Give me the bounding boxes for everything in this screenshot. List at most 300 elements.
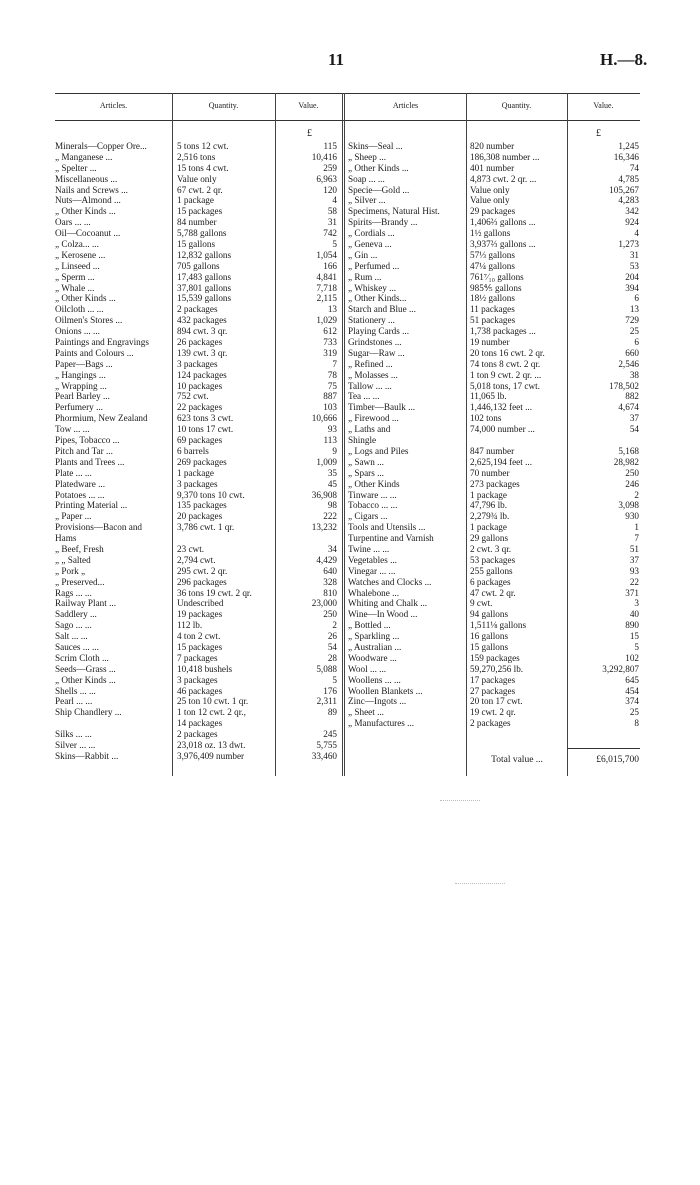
left-quantity-cell: 2 packages	[177, 729, 218, 740]
left-article-cell: Railway Plant ...	[55, 598, 116, 609]
currency-symbol: £	[307, 128, 312, 139]
left-value-cell: 2,311	[316, 696, 337, 707]
right-value-cell: 51	[629, 543, 639, 554]
left-value-cell: 120	[323, 184, 337, 195]
right-value-cell: 2	[634, 489, 639, 500]
left-value-cell: 1,029	[316, 315, 337, 326]
right-value-cell: 93	[629, 565, 639, 576]
right-value-cell: 394	[625, 282, 639, 293]
right-quantity-cell: 51 packages	[470, 315, 516, 326]
left-article-cell: „ Other Kinds ...	[55, 206, 116, 217]
left-article-cell: Potatoes ... ...	[55, 489, 105, 500]
left-value-cell: 640	[323, 565, 337, 576]
right-value-cell: 53	[629, 260, 639, 271]
right-article-cell: Stationery ...	[348, 315, 395, 326]
left-quantity-cell: 23,018 oz. 13 dwt.	[177, 739, 246, 750]
right-article-cell: Woodware ...	[348, 652, 397, 663]
left-quantity-cell: 15 gallons	[177, 239, 216, 250]
left-value-cell: 33,460	[311, 750, 337, 761]
right-quantity-cell: 3,937⅔ gallons ...	[470, 239, 536, 250]
left-value-cell: 7,718	[316, 282, 337, 293]
left-quantity-cell: 2 packages	[177, 304, 218, 315]
total-rule	[567, 748, 640, 749]
left-quantity-cell: 2,516 tons	[177, 151, 216, 162]
right-quantity-cell: 70 number	[470, 467, 510, 478]
right-quantity-cell: 4,873 cwt. 2 qr. ...	[470, 173, 537, 184]
right-article-cell: „ Spars ...	[348, 467, 384, 478]
left-article-cell: Saddlery ...	[55, 609, 97, 620]
right-value-cell: 102	[625, 652, 639, 663]
right-article-cell: „ Australian ...	[348, 641, 402, 652]
right-value-cell: 31	[629, 249, 639, 260]
right-quantity-cell: 2 cwt. 3 qr.	[470, 543, 512, 554]
header-articles: Articles.	[99, 101, 128, 110]
left-value-cell: 78	[327, 369, 337, 380]
left-quantity-cell: 432 packages	[177, 315, 227, 326]
right-quantity-cell: 820 number	[470, 141, 515, 151]
right-quantity-cell: 17 packages	[470, 674, 516, 685]
header-quantity: Quantity.	[208, 101, 239, 110]
right-article-cell: Tools and Utensils ...	[348, 522, 426, 533]
left-article-cell: Pipes, Tobacco ...	[55, 435, 120, 446]
right-value-cell: 178,502	[609, 380, 639, 391]
right-value-cell: 930	[625, 511, 639, 522]
left-quantity-cell: 84 number	[177, 217, 217, 228]
right-article-cell: Sugar—Raw ...	[348, 347, 405, 358]
left-article-cell: „ Colza... ...	[55, 239, 99, 250]
right-quantity-cell: 1,511⅛ gallons	[470, 620, 527, 631]
left-quantity-cell: 15 packages	[177, 206, 223, 217]
left-quantity-cell: 46 packages	[177, 685, 223, 696]
left-value-cell: 5,088	[316, 663, 337, 674]
left-value-cell: 5,755	[316, 739, 337, 750]
left-quantity-cell: 19 packages	[177, 609, 223, 620]
left-article-cell: „ Wrapping ...	[55, 380, 107, 391]
left-value-cell: 612	[323, 326, 337, 337]
left-quantity-cell: 124 packages	[177, 369, 227, 380]
right-article-cell: „ Laths and	[348, 424, 391, 435]
left-quantity-cell: 20 packages	[177, 511, 223, 522]
right-value-cell: 38	[629, 369, 639, 380]
left-quantity-cell: 2,794 cwt.	[177, 554, 216, 565]
left-value-column	[277, 141, 337, 762]
right-article-cell: „ Cordials ...	[348, 228, 395, 239]
left-quantity-cell: 5 tons 12 cwt.	[177, 141, 229, 151]
left-value-cell: 1,009	[316, 456, 337, 467]
right-article-cell: Playing Cards ...	[348, 326, 409, 337]
left-quantity-cell: 37,801 gallons	[177, 282, 232, 293]
left-article-cell: Salt ... ...	[55, 631, 88, 642]
right-value-cell: 2,546	[618, 358, 639, 369]
page-reference: H.—8.	[600, 50, 648, 69]
left-article-cell: Printing Material ...	[55, 500, 128, 511]
right-article-cell: „ Bottled ...	[348, 620, 391, 631]
right-article-cell: Zinc—Ingots ...	[348, 696, 407, 707]
right-value-cell: 4,785	[618, 173, 639, 184]
left-article-cell: Skins—Rabbit ...	[55, 750, 119, 761]
right-quantity-cell: 59,270,256 lb.	[470, 663, 524, 674]
right-article-cell: „ Sheep ...	[348, 151, 387, 162]
right-value-cell: 342	[625, 206, 639, 217]
left-quantity-cell: 23 cwt.	[177, 543, 205, 554]
right-article-cell: „ Firewood ...	[348, 413, 399, 424]
left-article-cell: Miscellaneous ...	[55, 173, 118, 184]
left-value-cell: 31	[327, 217, 337, 228]
left-article-cell: Silks ... ...	[55, 729, 92, 740]
left-value-cell: 36,908	[311, 489, 337, 500]
left-article-cell: Minerals—Copper Ore...	[55, 141, 147, 151]
right-quantity-cell: 1,446,132 feet ...	[470, 402, 533, 413]
right-value-cell: 660	[625, 347, 639, 358]
right-value-cell: 16,346	[613, 151, 639, 162]
left-quantity-cell: 10 tons 17 cwt.	[177, 424, 234, 435]
right-quantity-cell: 186,308 number ...	[470, 151, 540, 162]
left-value-cell: 259	[323, 162, 337, 173]
right-article-cell: Woollen Blankets ...	[348, 685, 423, 696]
left-article-cell: „ Linseed ...	[55, 260, 100, 271]
left-quantity-cell: Undescribed	[177, 598, 224, 609]
right-value-cell: 4,674	[618, 402, 639, 413]
left-value-cell: 45	[327, 478, 337, 489]
left-value-cell: 93	[327, 424, 337, 435]
left-value-cell: 176	[323, 685, 337, 696]
left-value-cell	[277, 533, 337, 544]
right-quantity-cell: 11,065 lb.	[470, 391, 507, 402]
left-article-cell: Oil—Cocoanut ...	[55, 228, 121, 239]
right-value-cell: 15	[629, 631, 639, 642]
right-value-cell: 374	[625, 696, 639, 707]
left-value-cell: 245	[323, 729, 337, 740]
left-value-cell: 5	[332, 674, 337, 685]
header-value-right: Value.	[593, 101, 614, 110]
table-top-rule	[55, 93, 640, 94]
exports-table	[55, 93, 640, 776]
right-article-cell: „ Manufactures ...	[348, 718, 415, 729]
right-article-cell: Timber—Baulk ...	[348, 402, 416, 413]
left-quantity-cell: 3,976,409 number	[177, 750, 245, 761]
right-article-cell: Starch and Blue ...	[348, 304, 416, 315]
left-article-cell: „ Paper ...	[55, 511, 92, 522]
left-value-cell: 13	[327, 304, 337, 315]
left-quantity-column	[177, 141, 273, 762]
left-article-cell: Hams	[55, 533, 77, 544]
left-quantity-cell: 752 cwt.	[177, 391, 209, 402]
right-value-column	[569, 141, 639, 729]
left-quantity-cell: 135 packages	[177, 500, 227, 511]
column-divider-double	[342, 93, 345, 776]
right-article-cell: Skins—Seal ...	[348, 141, 403, 151]
left-quantity-cell: 269 packages	[177, 456, 227, 467]
left-quantity-cell: 6 barrels	[177, 445, 209, 456]
right-value-cell: 454	[625, 685, 639, 696]
left-quantity-cell: 17,483 gallons	[177, 271, 232, 282]
left-article-cell: Pearl Barley ...	[55, 391, 110, 402]
left-quantity-cell: 3 packages	[177, 358, 218, 369]
left-quantity-cell: 1 package	[177, 467, 214, 478]
left-article-cell: Shells ... ...	[55, 685, 96, 696]
column-divider	[275, 93, 276, 776]
right-article-cell: „ Sawn ...	[348, 456, 384, 467]
left-value-cell: 742	[323, 228, 337, 239]
right-quantity-cell: 74,000 number ...	[470, 424, 535, 435]
left-value-cell: 810	[323, 587, 337, 598]
right-quantity-cell: 74 tons 8 cwt. 2 qr.	[470, 358, 541, 369]
right-value-cell: 105,267	[609, 184, 639, 195]
left-article-cell: Seeds—Grass ...	[55, 663, 116, 674]
right-value-cell: 74	[629, 162, 639, 173]
currency-symbol-right: £	[596, 128, 601, 139]
left-value-cell: 10,416	[311, 151, 337, 162]
right-article-cell: Specie—Gold ...	[348, 184, 410, 195]
right-quantity-cell: 29 packages	[470, 206, 516, 217]
right-value-cell: 882	[625, 391, 639, 402]
right-quantity-cell: 53 packages	[470, 554, 516, 565]
right-value-cell: 3,292,807	[602, 663, 639, 674]
right-value-cell: 25	[629, 326, 639, 337]
right-article-cell: Tallow ... ...	[348, 380, 392, 391]
right-quantity-cell: 18½ gallons	[470, 293, 515, 304]
left-value-cell: 10,666	[311, 413, 337, 424]
left-article-cell: „ Pork „	[55, 565, 86, 576]
right-value-cell: 37	[629, 554, 639, 565]
right-value-cell: 3,098	[618, 500, 639, 511]
right-quantity-cell: 985⅘ gallons	[470, 282, 522, 293]
left-article-cell: Perfumery ...	[55, 402, 103, 413]
left-value-cell: 2	[332, 620, 337, 631]
right-article-cell: „ Cigars ...	[348, 511, 388, 522]
header-articles-right: Articles	[392, 101, 419, 110]
right-article-cell: „ Geneva ...	[348, 239, 392, 250]
left-article-cell: Paintings and Engravings	[55, 337, 149, 348]
left-value-cell: 319	[323, 347, 337, 358]
right-value-cell: 371	[625, 587, 639, 598]
left-article-cell: Provisions—Bacon and	[55, 522, 143, 533]
right-article-cell: Tobacco ... ...	[348, 500, 398, 511]
left-quantity-cell: 705 gallons	[177, 260, 220, 271]
left-quantity-cell: 22 packages	[177, 402, 223, 413]
left-value-cell: 2,115	[316, 293, 337, 304]
right-value-cell	[569, 435, 639, 446]
right-article-cell: Vinegar ... ...	[348, 565, 396, 576]
left-value-cell: 4,841	[316, 271, 337, 282]
right-article-cell: „ Gin ...	[348, 249, 378, 260]
left-value-cell: 328	[323, 576, 337, 587]
right-article-cell: „ Rum ...	[348, 271, 382, 282]
right-value-cell: 1,273	[618, 239, 639, 250]
left-quantity-cell: 15 packages	[177, 641, 223, 652]
left-value-cell	[277, 718, 337, 729]
left-value-cell: 23,000	[311, 598, 337, 609]
left-value-cell: 166	[323, 260, 337, 271]
right-quantity-cell	[470, 435, 566, 446]
right-article-cell: „ Refined ...	[348, 358, 393, 369]
left-quantity-cell: 15 tons 4 cwt.	[177, 162, 229, 173]
left-quantity-cell: 25 ton 10 cwt. 1 qr.	[177, 696, 249, 707]
right-article-cell: „ Whiskey ...	[348, 282, 397, 293]
left-article-cell: „ Whale ...	[55, 282, 95, 293]
left-quantity-cell: 3 packages	[177, 478, 218, 489]
total-label: Total value ...	[491, 755, 543, 765]
left-value-cell: 75	[327, 380, 337, 391]
right-quantity-cell: 1 package	[470, 522, 507, 533]
right-article-cell: „ Logs and Piles	[348, 445, 409, 456]
left-article-cell: Oilcloth ... ...	[55, 304, 104, 315]
right-quantity-cell: 19 cwt. 2 qr.	[470, 707, 516, 718]
right-quantity-cell: 15 gallons	[470, 641, 509, 652]
left-value-cell: 13,232	[311, 522, 337, 533]
right-quantity-cell: 19 number	[470, 337, 510, 348]
left-quantity-cell: 5,788 gallons	[177, 228, 227, 239]
left-quantity-cell: 36 tons 19 cwt. 2 qr.	[177, 587, 252, 598]
left-article-cell: „ Other Kinds ...	[55, 293, 116, 304]
right-value-cell: 4	[634, 228, 639, 239]
left-article-cell: Plants and Trees ...	[55, 456, 125, 467]
right-quantity-cell: 1½ gallons	[470, 228, 511, 239]
left-article-cell: Sago ... ...	[55, 620, 92, 631]
left-article-cell: Tow ... ...	[55, 424, 90, 435]
right-value-cell: 645	[625, 674, 639, 685]
left-value-cell: 222	[323, 511, 337, 522]
left-article-cell: Pearl ... ...	[55, 696, 93, 707]
left-article-cell: Phormium, New Zealand	[55, 413, 148, 424]
right-quantity-cell: 2,279¾ lb.	[470, 511, 510, 522]
left-article-cell: „ „ Salted	[55, 554, 91, 565]
left-quantity-cell: 26 packages	[177, 337, 223, 348]
left-article-cell: Plate ... ...	[55, 467, 92, 478]
left-article-cell: Nuts—Almond ...	[55, 195, 121, 206]
right-article-cell: Shingle	[348, 435, 377, 446]
left-value-cell: 34	[327, 543, 337, 554]
right-quantity-cell: 847 number	[470, 445, 515, 456]
right-article-cell: „ Silver ...	[348, 195, 386, 206]
right-article-cell: Watches and Clocks ...	[348, 576, 432, 587]
right-quantity-cell: 273 packages	[470, 478, 520, 489]
left-quantity-cell: 69 packages	[177, 435, 223, 446]
right-article-cell: „ Molasses ...	[348, 369, 398, 380]
right-quantity-cell: 761⁷⁄₁₀ gallons	[470, 271, 524, 282]
right-article-cell: Vegetables ...	[348, 554, 397, 565]
left-value-cell: 1,054	[316, 249, 337, 260]
right-quantity-cell: 11 packages	[470, 304, 515, 315]
right-quantity-cell: 9 cwt.	[470, 598, 493, 609]
right-article-cell: Spirits—Brandy ...	[348, 217, 418, 228]
column-divider	[172, 93, 173, 776]
left-value-cell: 5	[332, 239, 337, 250]
left-quantity-cell: 1 package	[177, 195, 214, 206]
right-value-cell: 13	[629, 304, 639, 315]
right-article-cell: „ Other Kinds	[348, 478, 400, 489]
right-value-cell: 924	[625, 217, 639, 228]
right-quantity-cell: Value only	[470, 184, 510, 195]
left-article-cell: „ Spelter ...	[55, 162, 97, 173]
right-article-cell: „ Sparkling ...	[348, 631, 400, 642]
right-quantity-cell: Value only	[470, 195, 510, 206]
right-quantity-cell: 401 number	[470, 162, 515, 173]
right-quantity-cell: 6 packages	[470, 576, 511, 587]
column-divider	[567, 93, 568, 776]
right-value-cell: 5	[634, 641, 639, 652]
left-quantity-cell: 1 ton 12 cwt. 2 qr.,	[177, 707, 246, 718]
left-quantity-cell: 112 lb.	[177, 620, 203, 631]
left-quantity-cell: 14 packages	[177, 718, 223, 729]
left-quantity-cell: 10 packages	[177, 380, 223, 391]
right-quantity-cell: 255 gallons	[470, 565, 513, 576]
left-value-cell: 58	[327, 206, 337, 217]
total-value: £6,015,700	[596, 755, 639, 765]
page-number: 11	[328, 50, 345, 69]
left-quantity-cell: 67 cwt. 2 qr.	[177, 184, 223, 195]
left-article-cell: Silver ... ...	[55, 739, 96, 750]
right-quantity-cell: 102 tons	[470, 413, 502, 424]
right-quantity-cell: 27 packages	[470, 685, 516, 696]
right-value-cell: 37	[629, 413, 639, 424]
left-article-cell: Onions ... ...	[55, 326, 100, 337]
right-article-cell: „ Other Kinds...	[348, 293, 407, 304]
left-quantity-cell: 4 ton 2 cwt.	[177, 631, 221, 642]
left-article-cell: „ Sperm ...	[55, 271, 95, 282]
right-article-cell: Whalebone ...	[348, 587, 400, 598]
column-divider	[466, 93, 467, 776]
right-quantity-column	[470, 141, 566, 729]
right-article-cell: Grindstones ...	[348, 337, 402, 348]
left-value-cell: 887	[323, 391, 337, 402]
left-value-cell: 6,963	[316, 173, 337, 184]
right-article-cell: „ Perfumed ...	[348, 260, 400, 271]
right-quantity-cell: 57⅓ gallons	[470, 249, 515, 260]
right-value-cell: 40	[629, 609, 639, 620]
left-value-cell: 26	[327, 631, 337, 642]
header-value: Value.	[298, 101, 319, 110]
left-articles-column	[55, 141, 170, 762]
right-value-cell: 1	[634, 522, 639, 533]
right-article-cell: „ Other Kinds ...	[348, 162, 409, 173]
right-article-cell: Tea ... ...	[348, 391, 380, 402]
right-value-cell: 1,245	[618, 141, 639, 151]
left-value-cell: 7	[332, 358, 337, 369]
header-quantity-right: Quantity.	[501, 101, 532, 110]
left-quantity-cell: 7 packages	[177, 652, 218, 663]
left-value-cell: 35	[327, 467, 337, 478]
left-quantity-cell: 623 tons 3 cwt.	[177, 413, 234, 424]
right-quantity-cell: 2,625,194 feet ...	[470, 456, 533, 467]
left-quantity-cell: 9,370 tons 10 cwt.	[177, 489, 245, 500]
left-article-cell: Scrim Cloth ...	[55, 652, 109, 663]
right-quantity-cell: 47,796 lb.	[470, 500, 508, 511]
right-quantity-cell: 20 ton 17 cwt.	[470, 696, 523, 707]
right-article-cell: Woollens ... ...	[348, 674, 401, 685]
left-quantity-cell: Value only	[177, 173, 217, 184]
right-value-cell: 729	[625, 315, 639, 326]
left-article-cell: „ Other Kinds ...	[55, 674, 116, 685]
right-article-cell: Twine ... ...	[348, 543, 390, 554]
left-value-cell: 733	[323, 337, 337, 348]
left-article-cell: Paper—Bags ...	[55, 358, 113, 369]
left-article-cell: Pitch and Tar ...	[55, 445, 113, 456]
right-quantity-cell: 16 gallons	[470, 631, 509, 642]
right-article-cell: Soap ... ...	[348, 173, 385, 184]
right-article-cell: Turpentine and Varnish	[348, 533, 434, 544]
right-quantity-cell: 1 ton 9 cwt. 2 qr. ...	[470, 369, 542, 380]
left-article-cell: Platedware ...	[55, 478, 106, 489]
left-quantity-cell: 10,418 bushels	[177, 663, 233, 674]
right-value-cell: 8	[634, 718, 639, 729]
right-value-cell: 246	[625, 478, 639, 489]
left-article-cell: Paints and Colours ...	[55, 347, 134, 358]
left-article-cell: „ Kerosene ...	[55, 249, 106, 260]
right-quantity-cell: 20 tons 16 cwt. 2 qr.	[470, 347, 545, 358]
right-value-cell: 3	[634, 598, 639, 609]
right-quantity-cell: 1,406⅔ gallons ...	[470, 217, 536, 228]
